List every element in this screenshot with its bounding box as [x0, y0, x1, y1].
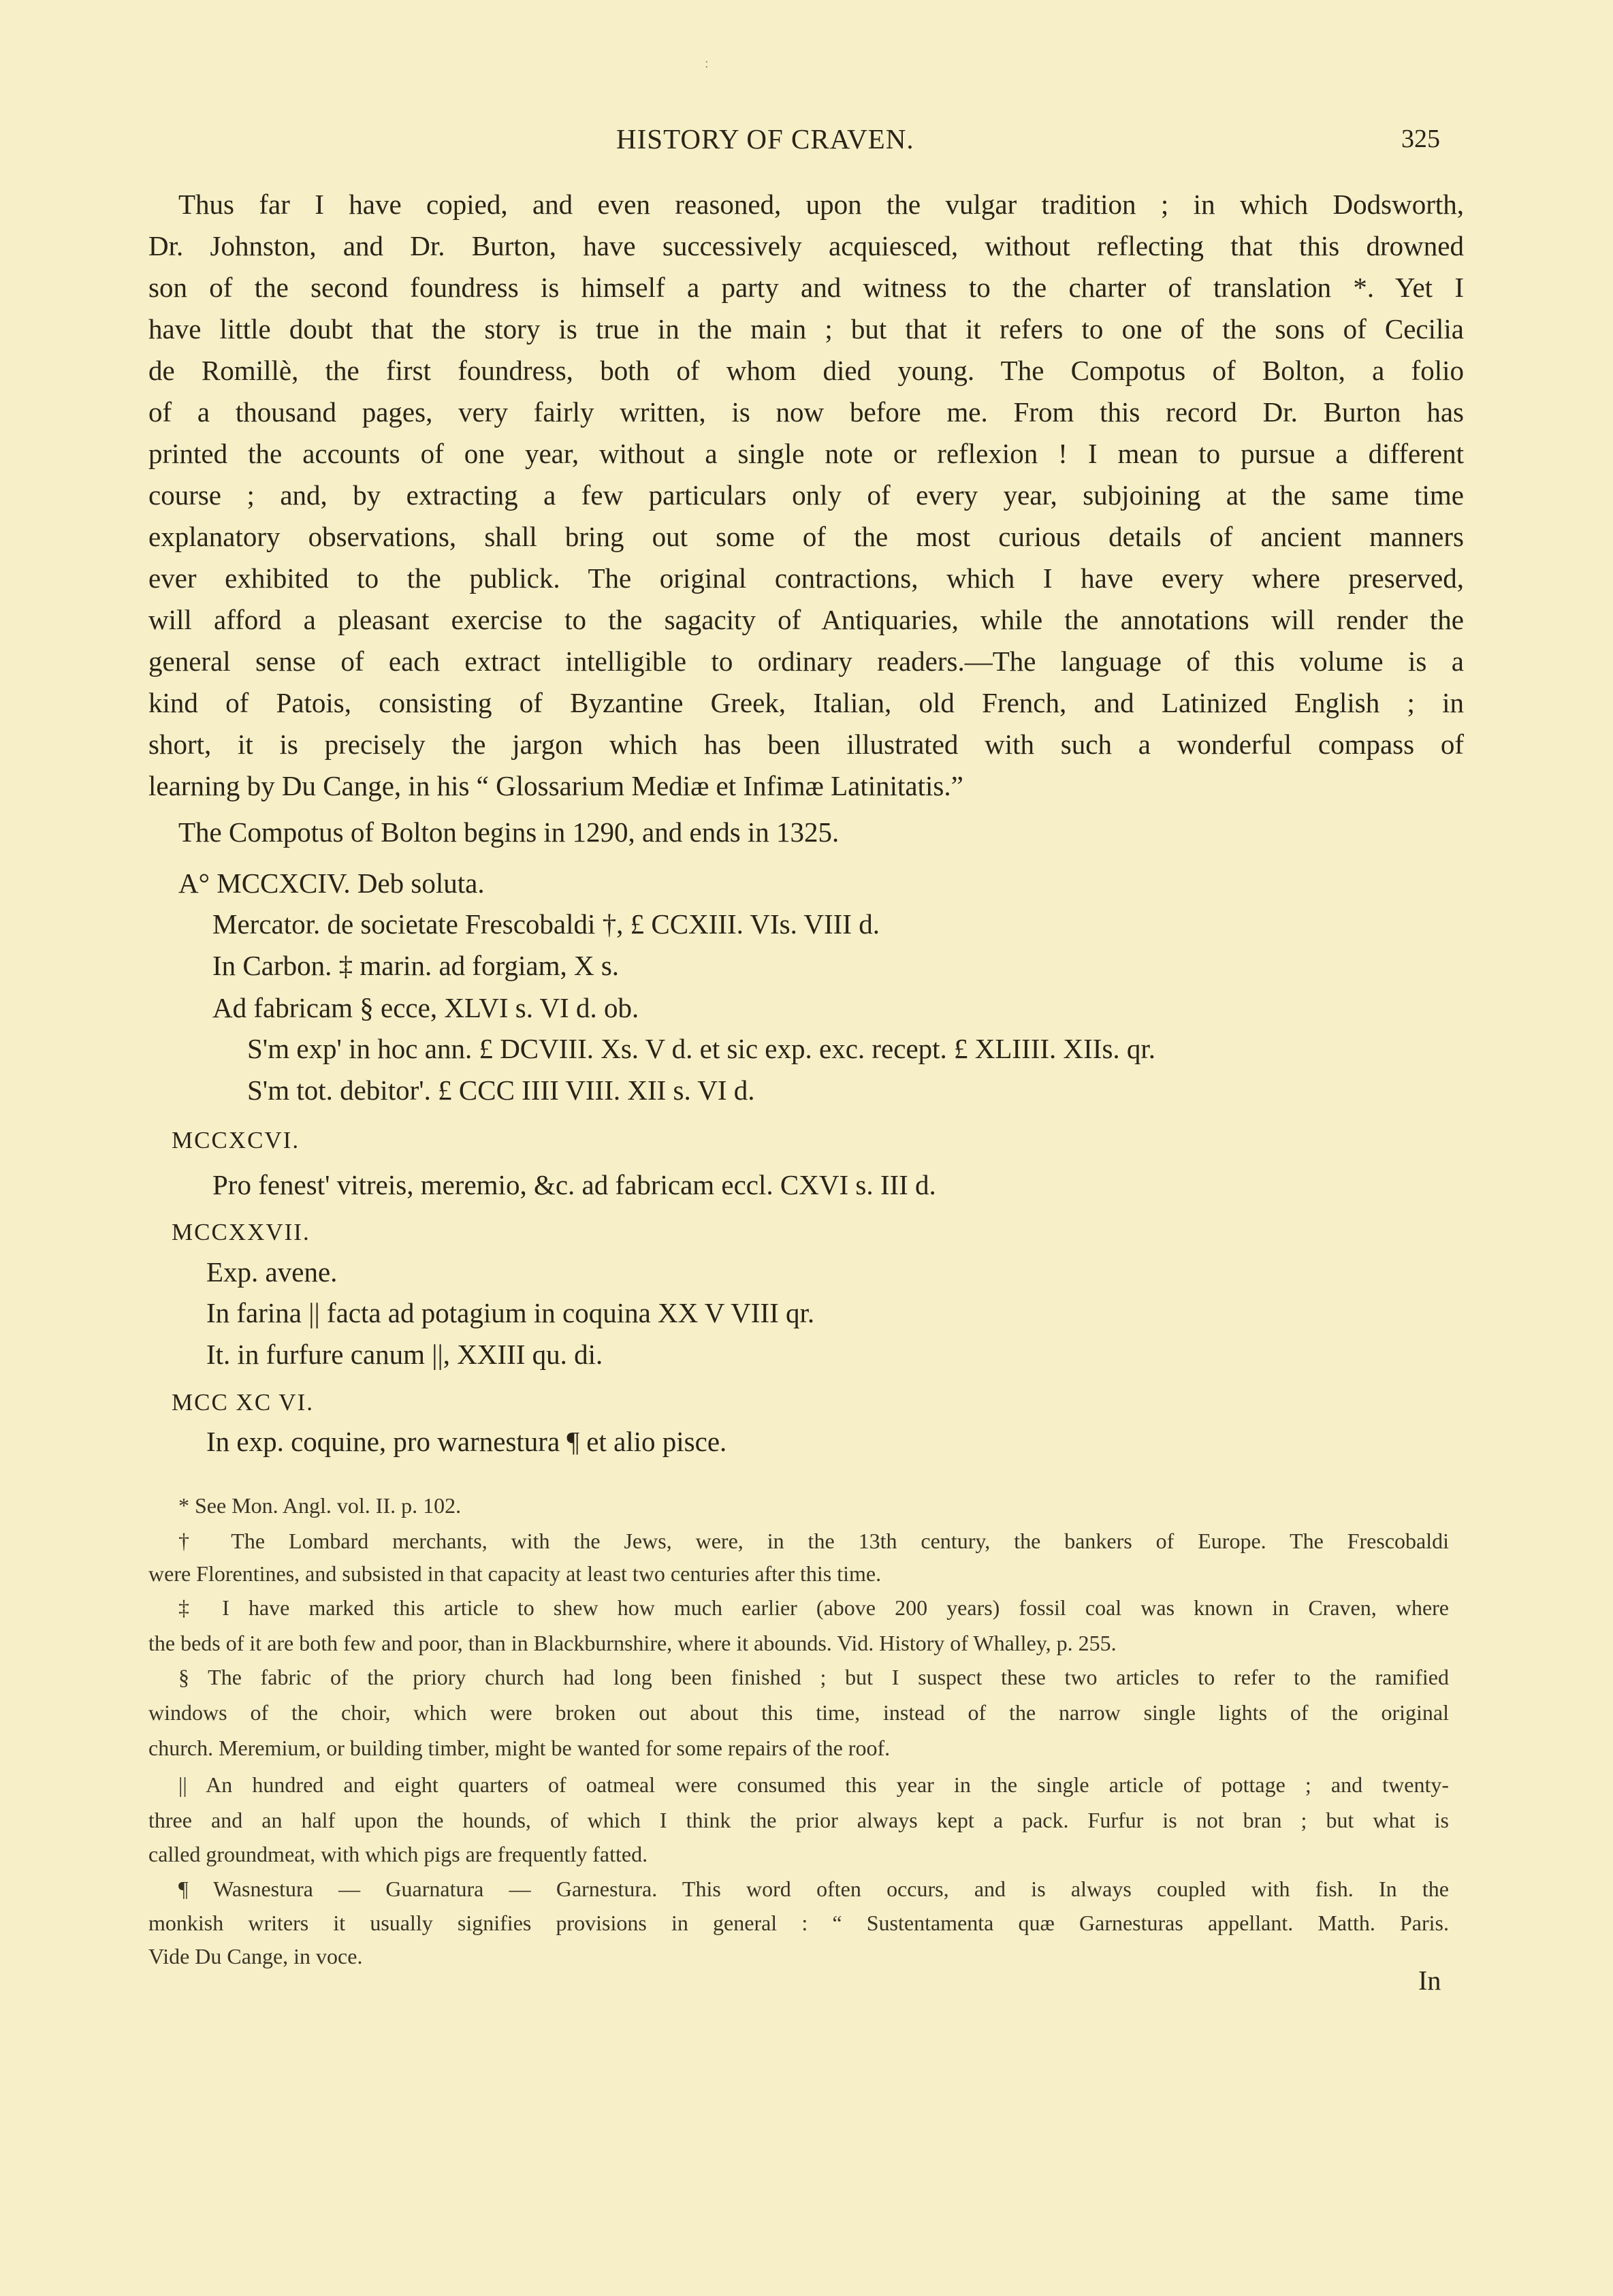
- body-line-13: kind of Patois, consisting of Byzantine Greek, Italian, old French, and Latinized English ; in: [148, 687, 1464, 718]
- body-line-3: son of the second foundress is himself a party and witness to the charter of translation *. Yet I: [148, 272, 1464, 303]
- entry-carbon: In Carbon. ‡ marin. ad forgiam, X s.: [212, 950, 620, 981]
- footnote-parallel-line-1: || An hundred and eight quarters of oatmeal were consumed this year in the single article of pottage ; and twenty-: [178, 1772, 1449, 1797]
- compotus-intro-line: The Compotus of Bolton begins in 1290, and ends in 1325.: [178, 816, 840, 848]
- entry-mercator: Mercator. de societate Frescobaldi †, £ CCXIII. VIs. VIII d.: [212, 908, 880, 940]
- body-line-12: general sense of each extract intelligible to ordinary readers.—The language of this volume is a: [148, 645, 1464, 677]
- body-line-5: de Romillè, the first foundress, both of whom died young. The Compotus of Bolton, a folio: [148, 355, 1464, 386]
- entry-year-1294: A° MCCXCIV. Deb soluta.: [178, 867, 485, 899]
- running-header-title: HISTORY OF CRAVEN.: [616, 123, 914, 155]
- body-line-4: have little doubt that the story is true in the main ; but that it refers to one of the sons of Cecilia: [148, 313, 1464, 345]
- body-line-15: learning by Du Cange, in his “ Glossarium Mediæ et Infimæ Latinitatis.”: [148, 770, 963, 801]
- entry-farina: In farina || facta ad potagium in coquina XX V VIII qr.: [206, 1297, 815, 1328]
- footnote-parallel-line-3: called groundmeat, with which pigs are frequently fatted.: [148, 1842, 648, 1866]
- page-mark: ː: [705, 56, 709, 71]
- body-line-9: explanatory observations, shall bring out some of the most curious details of ancient manners: [148, 521, 1464, 552]
- footnote-section-line-2: windows of the choir, which were broken out about this time, instead of the narrow single lights of the original: [148, 1700, 1449, 1725]
- footnote-parallel-line-2: three and an half upon the hounds, of which I think the prior always kept a pack. Furfur is not bran ; but what is: [148, 1808, 1449, 1832]
- body-line-11: will afford a pleasant exercise to the sagacity of Antiquaries, while the annotations will render the: [148, 604, 1464, 635]
- entry-furfure: It. in furfure canum ||, XXIII qu. di.: [206, 1339, 603, 1370]
- body-line-10: ever exhibited to the publick. The original contractions, which I have every where preserved,: [148, 562, 1464, 594]
- footnote-section-line-1: § The fabric of the priory church had long been finished ; but I suspect these two articles to refer to the ramified: [178, 1665, 1449, 1689]
- footnote-pilcrow-line-3: Vide Du Cange, in voce.: [148, 1944, 363, 1968]
- footnote-pilcrow-line-2: monkish writers it usually signifies provisions in general : “ Sustentamenta quæ Garnesturas appellant. Matth. Paris.: [148, 1911, 1449, 1935]
- entry-fenestris: Pro fenest' vitreis, meremio, &c. ad fabricam eccl. CXVI s. III d.: [212, 1169, 936, 1200]
- body-line-7: printed the accounts of one year, without a single note or reflexion ! I mean to pursue a different: [148, 438, 1464, 469]
- entry-coquine: In exp. coquine, pro warnestura ¶ et alio pisce.: [206, 1426, 727, 1457]
- entry-exp-avene: Exp. avene.: [206, 1256, 338, 1288]
- footnote-dagger-line-1: † The Lombard merchants, with the Jews, were, in the 13th century, the bankers of Europe. The Frescobaldi: [178, 1529, 1449, 1553]
- footnote-ddagger-line-2: the beds of it are both few and poor, than in Blackburnshire, where it abounds. Vid. History of Whalley, p. 255.: [148, 1631, 1117, 1655]
- footnote-ddagger-line-1: ‡ I have marked this article to shew how much earlier (above 200 years) fossil coal was known in Craven, where: [178, 1595, 1449, 1620]
- catchword: In: [1418, 1965, 1441, 1996]
- entry-year-1327: MCCXXVII.: [172, 1219, 310, 1245]
- body-line-2: Dr. Johnston, and Dr. Burton, have successively acquiesced, without reflecting that this drowned: [148, 230, 1464, 261]
- footnote-section-line-3: church. Meremium, or building timber, might be wanted for some repairs of the roof.: [148, 1736, 891, 1760]
- entry-year-mccxcvi: MCC XC VI.: [172, 1389, 314, 1416]
- entry-sum-debts: S'm tot. debitor'. £ CCC IIII VIII. XII s. VI d.: [247, 1074, 755, 1106]
- body-line-14: short, it is precisely the jargon which has been illustrated with such a wonderful compass of: [148, 729, 1464, 760]
- entry-fabricam: Ad fabricam § ecce, XLVI s. VI d. ob.: [212, 992, 639, 1023]
- footnote-dagger-line-2: were Florentines, and subsisted in that capacity at least two centuries after this time.: [148, 1561, 882, 1586]
- footnote-pilcrow-line-1: ¶ Wasnestura — Guarnatura — Garnestura. This word often occurs, and is always coupled with fish. In the: [178, 1877, 1449, 1901]
- entry-sum-expenses: S'm exp' in hoc ann. £ DCVIII. Xs. V d. et sic exp. exc. recept. £ XLIIII. XIIs. qr.: [247, 1033, 1156, 1064]
- body-line-8: course ; and, by extracting a few particulars only of every year, subjoining at the same time: [148, 479, 1464, 511]
- body-line-6: of a thousand pages, very fairly written, is now before me. From this record Dr. Burton has: [148, 396, 1464, 428]
- body-line-1: Thus far I have copied, and even reasoned, upon the vulgar tradition ; in which Dodsworth,: [178, 189, 1464, 220]
- page-number: 325: [1401, 125, 1440, 153]
- footnote-asterisk: * See Mon. Angl. vol. II. p. 102.: [178, 1493, 462, 1518]
- entry-year-1296: MCCXCVI.: [172, 1127, 300, 1153]
